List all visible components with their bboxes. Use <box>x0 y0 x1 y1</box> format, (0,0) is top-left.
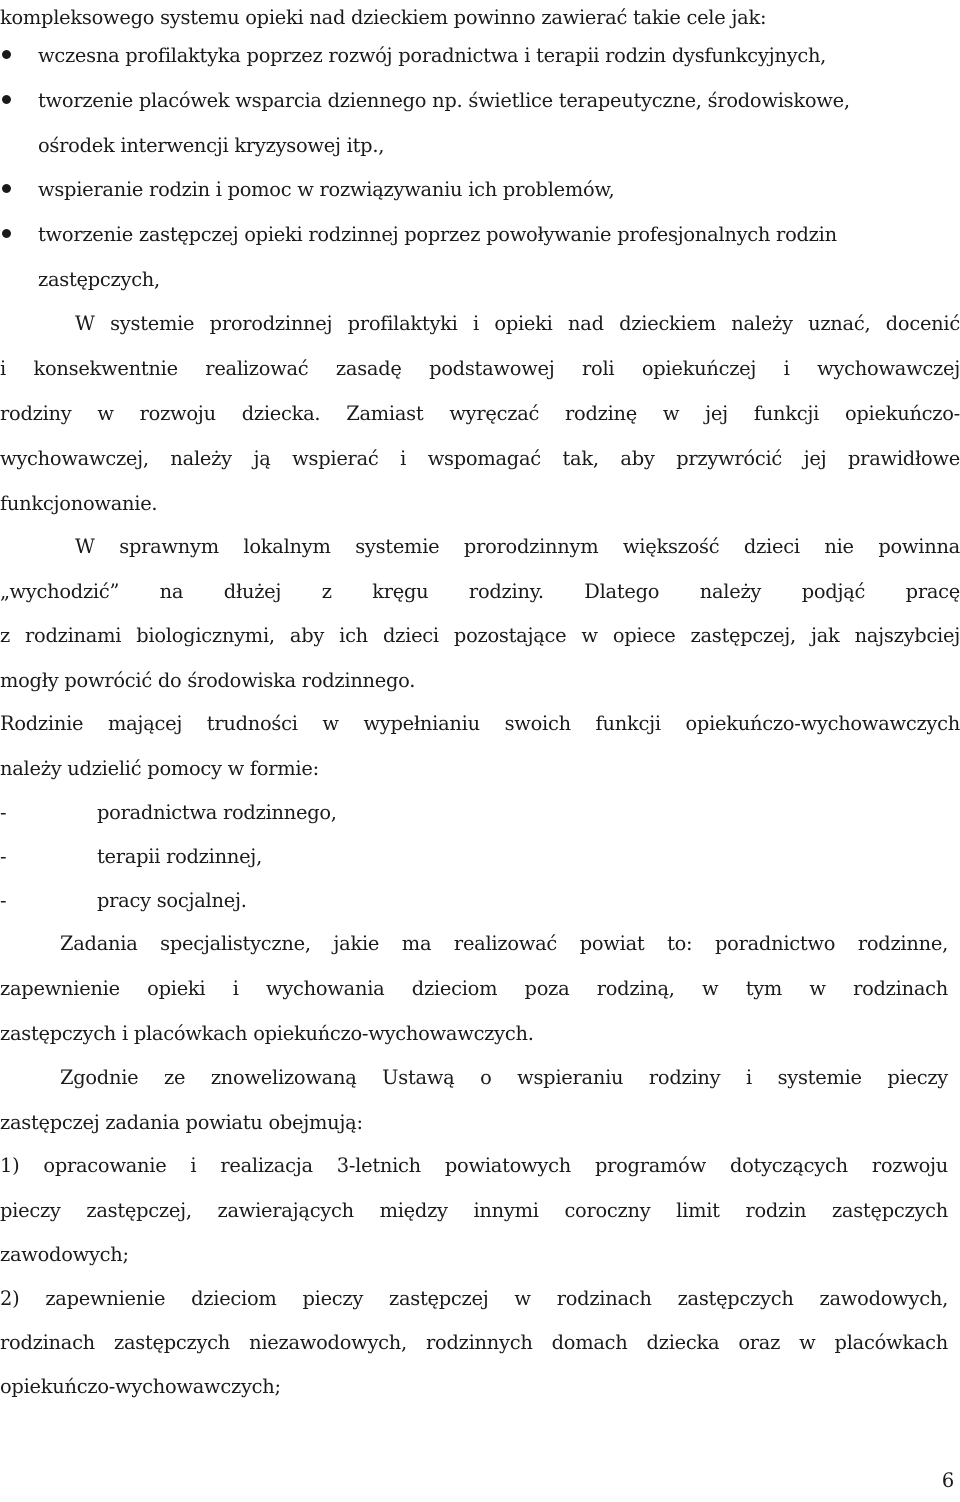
dash-list-item: poradnictwa rodzinnego, <box>97 801 337 824</box>
paragraph-line: rodziny w rozwoju dziecka. Zamiast wyręczać rodzinę w jej funkcji opiekuńczo- <box>0 402 960 425</box>
paragraph-line: z rodzinami biologicznymi, aby ich dzieci pozostające w opiece zastępczej, jak najszybciej <box>0 624 960 647</box>
bullet-icon <box>2 184 11 193</box>
bullet-icon <box>2 229 11 238</box>
numbered-item-line: 1) opracowanie i realizacja 3-letnich powiatowych programów dotyczących rozwoju <box>0 1154 948 1177</box>
paragraph-line: wychowawczej, należy ją wspierać i wspomagać tak, aby przywrócić jej prawidłowe <box>0 447 960 470</box>
bullet-icon <box>2 95 11 104</box>
paragraph-line: zastępczej zadania powiatu obejmują: <box>0 1111 363 1134</box>
numbered-item-line: rodzinach zastępczych niezawodowych, rodzinnych domach dziecka oraz w placówkach <box>0 1331 948 1354</box>
paragraph-line: „wychodzić” na dłużej z kręgu rodziny. Dlatego należy podjąć pracę <box>0 580 960 603</box>
bullet-item-text: wspieranie rodzin i pomoc w rozwiązywaniu ich problemów, <box>38 178 615 201</box>
bullet-item-text: tworzenie placówek wsparcia dziennego np. świetlice terapeutyczne, środowiskowe, <box>38 89 850 112</box>
bullet-item-text: wczesna profilaktyka poprzez rozwój poradnictwa i terapii rodzin dysfunkcyjnych, <box>38 44 827 67</box>
dash-marker: - <box>0 889 7 912</box>
dash-list-item: pracy socjalnej. <box>97 889 247 912</box>
bullet-item-continuation: ośrodek interwencji kryzysowej itp., <box>38 134 385 157</box>
numbered-item-line: zawodowych; <box>0 1243 129 1266</box>
paragraph-line: W systemie prorodzinnej profilaktyki i opieki nad dzieckiem należy uznać, docenić <box>75 312 960 335</box>
paragraph-line: zastępczych i placówkach opiekuńczo-wychowawczych. <box>0 1022 534 1045</box>
bullet-icon <box>2 50 11 59</box>
paragraph-line: Zgodnie ze znowelizowaną Ustawą o wspieraniu rodziny i systemie pieczy <box>60 1066 948 1089</box>
paragraph-line: i konsekwentnie realizować zasadę podstawowej roli opiekuńczej i wychowawczej <box>0 357 960 380</box>
dash-marker: - <box>0 801 7 824</box>
page-number: 6 <box>941 1469 954 1492</box>
bullet-item-continuation: zastępczych, <box>38 268 160 291</box>
numbered-item-line: 2) zapewnienie dzieciom pieczy zastępczej w rodzinach zastępczych zawodowych, <box>0 1287 948 1310</box>
paragraph-line: funkcjonowanie. <box>0 492 158 515</box>
paragraph-line: zapewnienie opieki i wychowania dzieciom poza rodziną, w tym w rodzinach <box>0 977 948 1000</box>
numbered-item-line: pieczy zastępczej, zawierających między innymi coroczny limit rodzin zastępczych <box>0 1199 948 1222</box>
paragraph-line: Rodzinie mającej trudności w wypełnianiu swoich funkcji opiekuńczo-wychowawczych <box>0 712 960 735</box>
intro-line: kompleksowego systemu opieki nad dzieckiem powinno zawierać takie cele jak: <box>0 6 767 29</box>
numbered-item-line: opiekuńczo-wychowawczych; <box>0 1375 281 1398</box>
paragraph-line: W sprawnym lokalnym systemie prorodzinnym większość dzieci nie powinna <box>75 535 960 558</box>
dash-marker: - <box>0 845 7 868</box>
paragraph-line: Zadania specjalistyczne, jakie ma realizować powiat to: poradnictwo rodzinne, <box>60 932 948 955</box>
bullet-item-text: tworzenie zastępczej opieki rodzinnej poprzez powoływanie profesjonalnych rodzin <box>38 223 837 246</box>
paragraph-line: należy udzielić pomocy w formie: <box>0 757 319 780</box>
dash-list-item: terapii rodzinnej, <box>97 845 262 868</box>
paragraph-line: mogły powrócić do środowiska rodzinnego. <box>0 669 416 692</box>
